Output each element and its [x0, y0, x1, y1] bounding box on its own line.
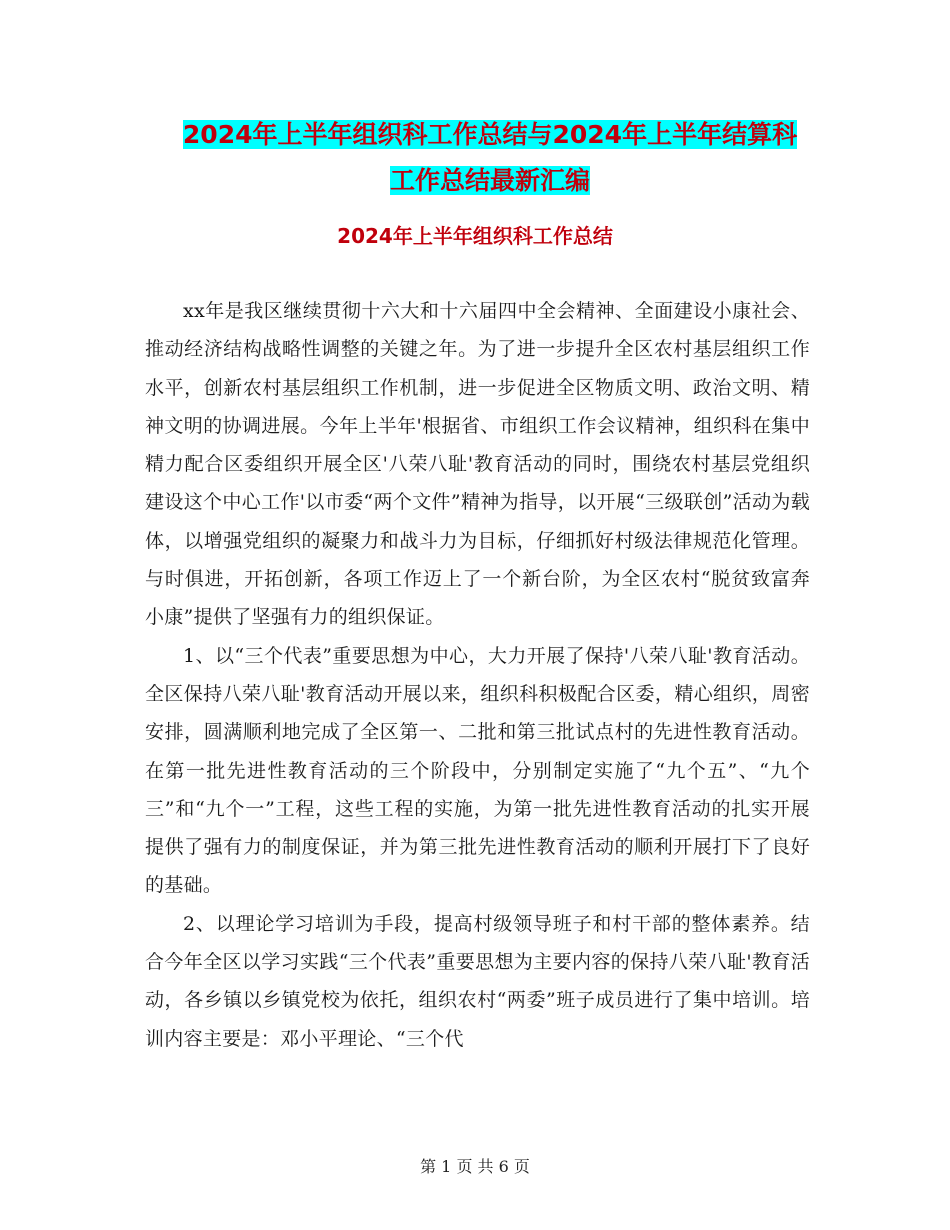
paragraph-intro: xx年是我区继续贯彻十六大和十六届四中全会精神、全面建设小康社会、推动经济结构战略性调整的关键之年。为了进一步提升全区农村基层组织工作水平，创新农村基层组织工作机制，进一步促进全区物质文明、政治文明、精神文明的协调进展。今年上半年'根据省、市组织工作会议精神，组织科在集中精力配合区委组织开展全区'八荣八耻'教育活动的同时，围绕农村基层党组织建设这个中心工作'以市委“两个文件”精神为指导，以开展“三级联创”活动为载体，以增强党组织的凝聚力和战斗力为目标，仔细抓好村级法律规范化管理。与时俱进，开拓创新，各项工作迈上了一个新台阶，为全区农村“脱贫致富奔小康”提供了坚强有力的组织保证。: [145, 300, 810, 629]
document-title-line-2: 工作总结最新汇编: [389, 166, 590, 195]
document-title-line-1: 2024年上半年组织科工作总结与2024年上半年结算科: [182, 120, 798, 149]
document-title: [150, 112, 830, 204]
page-number-footer: 第 1 页 共 6 页: [420, 1157, 530, 1176]
paragraph-item-2: 2、以理论学习培训为手段，提高村级领导班子和村干部的整体素养。结合今年全区以学习实践“三个代表”重要思想为主要内容的保持八荣八耻'教育活动，各乡镇以乡镇党校为依托，组织农村“两委”班子成员进行了集中培训。培训内容主要是：邓小平理论、“三个代: [145, 912, 810, 1050]
paragraph-item-1: 1、以“三个代表”重要思想为中心，大力开展了保持'八荣八耻'教育活动。全区保持八荣八耻'教育活动开展以来，组织科积极配合区委，精心组织，周密安排，圆满顺利地完成了全区第一、二批和第三批试点村的先进性教育活动。在第一批先进性教育活动的三个阶段中，分别制定实施了“九个五”、“九个三”和“九个一”工程，这些工程的实施，为第一批先进性教育活动的扎实开展提供了强有力的制度保证，并为第三批先进性教育活动的顺利开展打下了良好的基础。: [145, 644, 810, 897]
section-heading: 2024年上半年组织科工作总结: [337, 224, 613, 248]
body-text: [145, 292, 810, 1058]
